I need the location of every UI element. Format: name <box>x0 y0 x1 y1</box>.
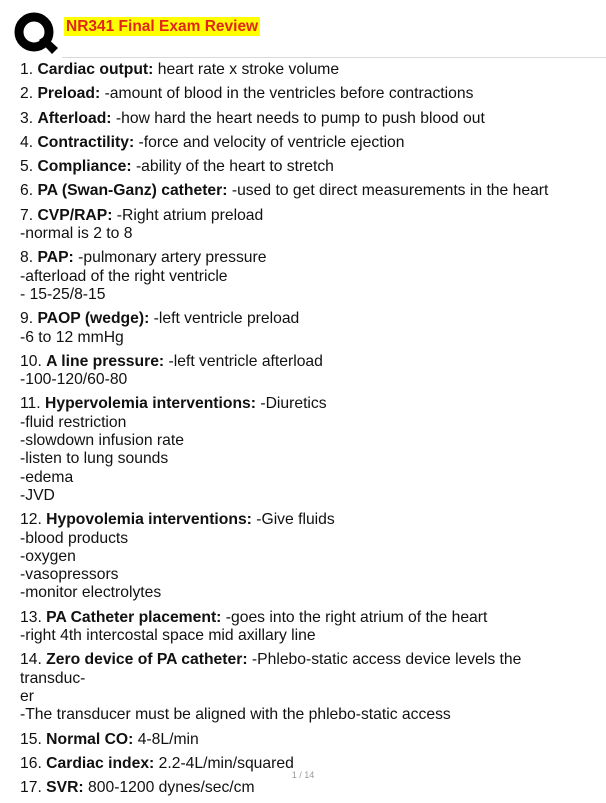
item-definition: heart rate x stroke volume <box>153 61 340 78</box>
review-item <box>20 249 590 304</box>
item-term: PA (Swan-Ganz) catheter: <box>37 182 228 200</box>
item-term: Cardiac output: <box>37 61 154 78</box>
item-detail-line: -6 to 12 mmHg <box>20 328 124 346</box>
item-definition: -Right atrium preload <box>112 206 264 224</box>
item-definition: -used to get direct measurements in the heart <box>227 182 549 200</box>
item-term: PAP: <box>37 249 74 267</box>
item-number: 4. <box>20 133 34 151</box>
item-term: Contractility: <box>37 133 135 151</box>
item-term: A line pressure: <box>46 352 165 370</box>
item-number: 7. <box>20 206 34 224</box>
item-number: 13. <box>20 608 42 626</box>
review-item <box>20 731 590 749</box>
item-number: 8. <box>20 249 34 267</box>
review-item-first-line <box>20 310 590 328</box>
review-item <box>20 310 590 347</box>
header-divider <box>62 57 606 58</box>
item-number: 3. <box>20 109 34 127</box>
item-term: Preload: <box>37 85 101 103</box>
item-term: Afterload: <box>37 109 112 127</box>
item-number: 11. <box>20 395 41 413</box>
item-detail-line: -listen to lung sounds <box>20 450 169 468</box>
item-term: PAOP (wedge): <box>37 310 150 328</box>
review-item <box>20 511 590 602</box>
review-item-first-line <box>20 249 590 267</box>
review-list <box>20 61 590 803</box>
item-number: 2. <box>20 85 34 103</box>
item-detail-line: -monitor electrolytes <box>20 584 162 602</box>
item-detail-line: er <box>20 687 34 705</box>
item-number: 5. <box>20 158 34 176</box>
review-item-first-line <box>20 207 590 225</box>
item-term: SVR: <box>46 779 84 797</box>
item-detail-line: -JVD <box>20 486 55 504</box>
review-item <box>20 779 590 797</box>
item-number: 10. <box>20 352 42 370</box>
item-number: 12. <box>20 511 42 529</box>
item-detail-line: -oxygen <box>20 547 76 565</box>
item-detail-line: - 15-25/8-15 <box>20 285 106 303</box>
item-term: Hypervolemia interventions: <box>45 395 256 413</box>
review-item-first-line <box>20 110 590 128</box>
item-detail-line: -right 4th intercostal space mid axillary line <box>20 627 316 645</box>
review-item-first-line <box>20 158 590 176</box>
review-item-first-line <box>20 353 590 371</box>
item-number: 16. <box>20 754 42 772</box>
item-definition: -left ventricle preload <box>149 310 300 328</box>
item-number: 1. <box>20 61 34 78</box>
item-detail-line: -blood products <box>20 529 129 547</box>
item-definition: -left ventricle afterload <box>164 352 323 370</box>
page-indicator: 1 / 14 <box>291 770 315 780</box>
item-definition: -force and velocity of ventricle ejection <box>134 133 405 151</box>
item-detail-line: -fluid restriction <box>20 413 127 431</box>
document-title: NR341 Final Exam Review <box>66 18 259 35</box>
review-item <box>20 158 590 176</box>
item-term: Zero device of PA catheter: <box>46 651 248 669</box>
item-term: Cardiac index: <box>46 754 155 772</box>
item-detail-line: -The transducer must be aligned with the phlebo-static access <box>20 706 451 724</box>
review-item <box>20 207 590 244</box>
review-item-first-line <box>20 779 590 797</box>
review-item <box>20 85 590 103</box>
review-item-first-line <box>20 134 590 152</box>
item-definition: -Give fluids <box>251 511 335 529</box>
review-item <box>20 134 590 152</box>
review-item <box>20 395 590 505</box>
item-definition: -Phlebo-static access device levels the transduc- <box>20 651 522 687</box>
item-definition: -Diuretics <box>256 395 327 413</box>
item-detail-line: -slowdown infusion rate <box>20 432 184 450</box>
item-term: CVP/RAP: <box>37 206 113 224</box>
review-item <box>20 651 590 724</box>
item-term: PA Catheter placement: <box>46 608 222 626</box>
review-item-first-line <box>20 85 590 103</box>
review-item <box>20 110 590 128</box>
review-item-first-line <box>20 61 590 79</box>
review-item-first-line <box>20 182 590 200</box>
item-definition: -goes into the right atrium of the heart <box>221 608 488 626</box>
review-item <box>20 182 590 200</box>
item-detail-line: -afterload of the right ventricle <box>20 267 228 285</box>
item-term: Normal CO: <box>46 730 134 748</box>
item-term: Compliance: <box>37 158 132 176</box>
item-definition: -amount of blood in the ventricles before contractions <box>100 85 474 103</box>
item-definition: 4-8L/min <box>133 730 199 748</box>
item-detail-line: -vasopressors <box>20 566 119 584</box>
document-header <box>0 0 606 58</box>
review-item-first-line <box>20 395 590 413</box>
review-item <box>20 61 590 79</box>
review-item <box>20 353 590 390</box>
item-detail-line: -normal is 2 to 8 <box>20 225 133 243</box>
item-number: 9. <box>20 310 34 328</box>
item-number: 17. <box>20 779 42 797</box>
item-definition: 800-1200 dynes/sec/cm <box>83 779 255 797</box>
item-detail-line: -edema <box>20 468 74 486</box>
item-definition: -ability of the heart to stretch <box>131 158 334 176</box>
item-definition: -how hard the heart needs to pump to push blood out <box>111 109 485 127</box>
item-detail-line: -100-120/60-80 <box>20 371 128 389</box>
item-number: 14. <box>20 651 42 669</box>
item-number: 15. <box>20 730 42 748</box>
review-item-first-line <box>20 651 590 688</box>
item-definition: 2.2-4L/min/squared <box>154 754 294 772</box>
review-item-first-line <box>20 731 590 749</box>
review-item-first-line <box>20 609 590 627</box>
item-term: Hypovolemia interventions: <box>46 511 252 529</box>
q-logo-icon <box>12 10 58 56</box>
review-item-first-line <box>20 511 590 529</box>
item-definition: -pulmonary artery pressure <box>73 249 267 267</box>
item-number: 6. <box>20 182 34 200</box>
review-item <box>20 609 590 646</box>
